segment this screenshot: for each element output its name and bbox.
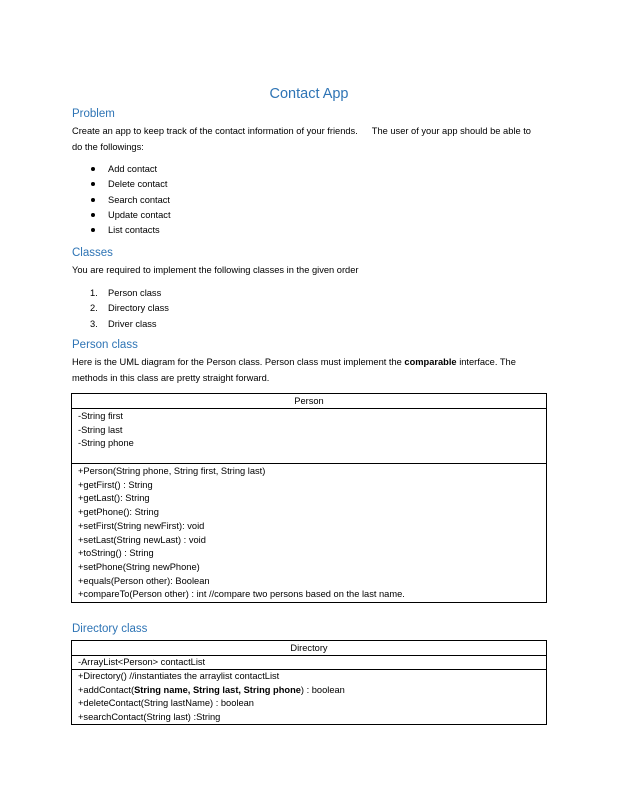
list-item: List contacts — [90, 223, 171, 238]
uml-method: +compareTo(Person other) : int //compare two persons based on the last name. — [78, 589, 405, 600]
list-item — [90, 317, 169, 332]
classes-text: You are required to implement the following classes in the given order — [72, 265, 359, 275]
uml-class-name: Person — [72, 394, 546, 409]
list-number: 2. — [90, 303, 98, 314]
uml-field: -String last — [78, 424, 123, 435]
uml-method: +setPhone(String newPhone) — [78, 561, 200, 572]
uml-fields — [72, 409, 546, 463]
uml-fields — [72, 656, 546, 669]
person-class-heading: Person class — [72, 339, 138, 351]
uml-methods — [72, 463, 546, 602]
person-class-text — [72, 355, 542, 386]
list-item — [90, 286, 169, 301]
list-item — [90, 301, 169, 316]
uml-method: +setFirst(String newFirst): void — [78, 520, 205, 531]
list-label: Directory class — [108, 303, 169, 314]
list-item: Delete contact — [90, 177, 171, 192]
list-item: Update contact — [90, 208, 171, 223]
uml-method: +Person(String phone, String first, String last) — [78, 466, 266, 476]
directory-uml-box — [71, 640, 547, 725]
uml-method: +setLast(String newLast) : void — [78, 534, 206, 545]
person-text-bold: comparable — [404, 357, 457, 367]
person-uml-box — [71, 393, 547, 603]
classes-list — [90, 286, 169, 332]
problem-text-part1: Create an app to keep track of the contact information of your friends. — [72, 126, 358, 136]
list-label: Person class — [108, 288, 162, 298]
uml-field: -String first — [78, 411, 123, 421]
uml-class-name: Directory — [72, 641, 546, 656]
uml-field: -String phone — [78, 438, 134, 449]
uml-method: +getFirst() : String — [78, 479, 153, 490]
directory-class-heading: Directory class — [72, 623, 148, 635]
uml-method-prefix: +addContact( — [78, 684, 135, 695]
person-text-after: interface. The methods in this class are pretty straight forward. — [72, 357, 516, 383]
list-item: Add contact — [90, 162, 171, 177]
uml-method: +equals(Person other): Boolean — [78, 575, 210, 586]
classes-heading: Classes — [72, 247, 113, 259]
uml-method: +deleteContact(String lastName) : boolean — [78, 698, 254, 708]
list-label: Driver class — [108, 318, 157, 329]
problem-heading: Problem — [72, 108, 115, 120]
uml-method-suffix: ) : boolean — [300, 684, 345, 695]
uml-method: +toString() : String — [78, 548, 154, 559]
uml-method: +getLast(): String — [78, 493, 150, 504]
problem-list — [90, 162, 171, 238]
document-title: Contact App — [269, 86, 349, 102]
uml-method-params: String name, String last, String phone — [134, 684, 301, 695]
uml-field: -ArrayList<Person> contactList — [78, 657, 206, 667]
problem-text-part2: The user of your app should be able to do the followings: — [72, 126, 531, 152]
list-number: 1. — [90, 288, 98, 298]
uml-method: +getPhone(): String — [78, 507, 159, 518]
person-text-before: Here is the UML diagram for the Person class. Person class must implement the — [72, 357, 405, 367]
uml-methods — [72, 669, 546, 724]
problem-text — [72, 124, 542, 155]
uml-method: +searchContact(String last) :String — [78, 711, 221, 722]
uml-method — [78, 684, 546, 698]
list-number: 3. — [90, 318, 98, 329]
uml-method: +Directory() //instantiates the arraylist contactList — [78, 671, 280, 681]
list-item: Search contact — [90, 193, 171, 208]
